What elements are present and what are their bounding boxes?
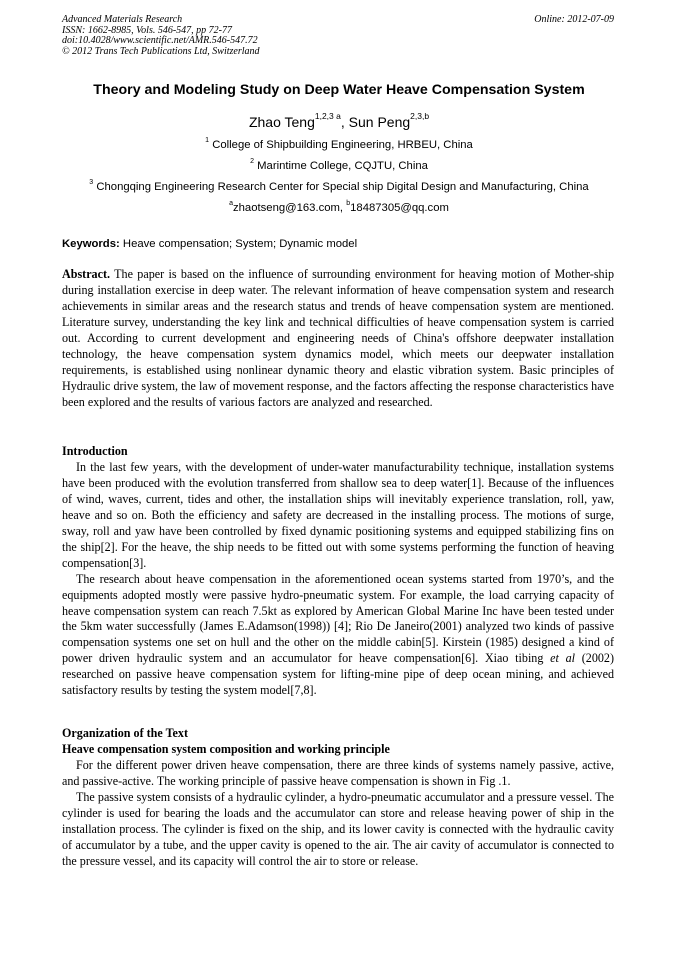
author-emails	[0, 202, 678, 214]
introduction-paragraph-1: In the last few years, with the development of under-water manufacturability technique, installation systems have been produced with the evolution transferred from shallow sea to deep water[1]. Because of the influences of wind, waves, current, tides and other, the installation ships will inevitably experience translation, roll, yaw, heave and so on. Both the efficiency and safety are decreased in the installing process. The motions of surge, sway, roll and yaw have been controlled by fixed dynamic positioning systems and equipped stabilizing fins on the ship[2]. For the heave, the ship needs to be fitted out with some systems performing the function of heaving compensation[3].	[62, 459, 614, 570]
keywords-label: Keywords:	[62, 238, 120, 250]
et-al-italic: et al	[550, 651, 576, 666]
email-a-sup: a	[229, 200, 233, 207]
organization-paragraph-2: The passive system consists of a hydraulic cylinder, a hydro-pneumatic accumulator and a pressure vessel. The cylinder is used for bearing the loads and the accumulator can store and release heaving power of ship in the installation process. The cylinder is fixed on the ship, and its lower cavity is connected with the hydraulic cavity of accumulator by a tube, and the upper cavity is opened to the air. The air cavity of accumulator is connected to the pressure vessel, and its capacity will control the air to store or release.	[62, 789, 614, 868]
author-2-sup: 2,3,b	[410, 111, 430, 121]
online-date: Online: 2012-07-09	[534, 14, 614, 25]
author-1-name: Zhao Teng	[248, 114, 315, 130]
paper-title: Theory and Modeling Study on Deep Water Heave Compensation System	[93, 82, 585, 98]
journal-header	[62, 15, 614, 57]
composition-subheading: Heave compensation system composition and working principle	[62, 741, 390, 756]
journal-name: Advanced Materials Research	[62, 14, 183, 25]
abstract	[62, 267, 614, 411]
affiliation-1	[0, 139, 678, 151]
keywords-text: Heave compensation; System; Dynamic model	[119, 238, 358, 250]
affiliation-1-sup: 1	[205, 137, 210, 144]
abstract-label: Abstract.	[62, 267, 111, 281]
affiliation-2-sup: 2	[250, 158, 254, 165]
introduction-paragraph-2-text-b: (2002) researched on passive heave compensation system for lifting-mine pipe of deep ocean mining, and achieved satisfactory results by testing the system model[7,8].	[62, 651, 614, 698]
email-b: 18487305@qq.com	[350, 202, 449, 214]
copyright-line: © 2012 Trans Tech Publications Ltd, Switzerland	[62, 45, 260, 57]
organization-section	[62, 726, 614, 870]
author-1-sup: 1,2,3 a	[314, 111, 341, 121]
email-a: zhaotseng@163.com,	[233, 202, 347, 214]
affiliation-1-text: College of Shipbuilding Engineering, HRBEU, China	[212, 139, 473, 151]
affiliation-3-sup: 3	[89, 179, 94, 186]
introduction-section	[62, 444, 614, 699]
organization-heading: Organization of the Text	[62, 726, 188, 740]
author-separator: ,	[340, 114, 349, 130]
affiliation-2	[0, 160, 678, 172]
affiliation-3-text: Chongqing Engineering Research Center for Special ship Digital Design and Manufacturing, China	[96, 181, 589, 193]
introduction-heading: Introduction	[62, 444, 128, 458]
introduction-paragraph-2-text-a: The research about heave compensation in the aforementioned ocean systems started from 1970’s, and the equipments adopted mostly were passive hydro-pneumatic system. For example, the load carrying capacity of heave compensation system can reach 7.5kt as explored by American Global Marine Inc have been tested under the 5km water successfully (James E.Adamson(1998)) [4]; Rio De Janeiro(2001) analyzed two kinds of passive compensation systems one set on hull and the other on the middle cabin[5]. Kirstein (1985) designed a kind of power driven hydraulic system and an accumulator for heave compensation[6]. Xiao tibing	[62, 571, 614, 666]
issn-line: ISSN: 1662-8985, Vols. 546-547, pp 72-77	[62, 24, 232, 36]
organization-paragraph-1: For the different power driven heave compensation, there are three kinds of systems namely passive, active, and passive-active. The working principle of passive heave compensation is shown in Fig .1.	[62, 757, 614, 788]
author-line	[0, 111, 678, 130]
affiliation-2-text: Marintime College, CQJTU, China	[257, 160, 428, 172]
author-2-name: Sun Peng	[348, 114, 411, 130]
doi-line: doi:10.4028/www.scientific.net/AMR.546-547.72	[62, 35, 258, 47]
email-b-sup: b	[346, 200, 351, 207]
abstract-text: The paper is based on the influence of surrounding environment for heaving motion of Mother-ship during installation exercise in deep water. The relevant information of heave compensation system and research achievements in similar areas and the research status and trends of heave compensation system are mentioned. Literature survey, understanding the key link and technical difficulties of heave compensation system is carried out. According to current development and engineering needs of China's offshore deepwater installation technology, the heave compensation system dynamics model, which meets our deepwater installation requirements, is established using nonlinear dynamic theory and elastic vibration system. Basic principles of Hydraulic drive system, the law of movement response, and the factors affecting the response characteristics have been explored and the results of various factors are analyzed and researched.	[62, 267, 614, 409]
keywords	[62, 238, 357, 250]
introduction-paragraph-2	[62, 572, 614, 700]
affiliation-3	[0, 181, 678, 193]
